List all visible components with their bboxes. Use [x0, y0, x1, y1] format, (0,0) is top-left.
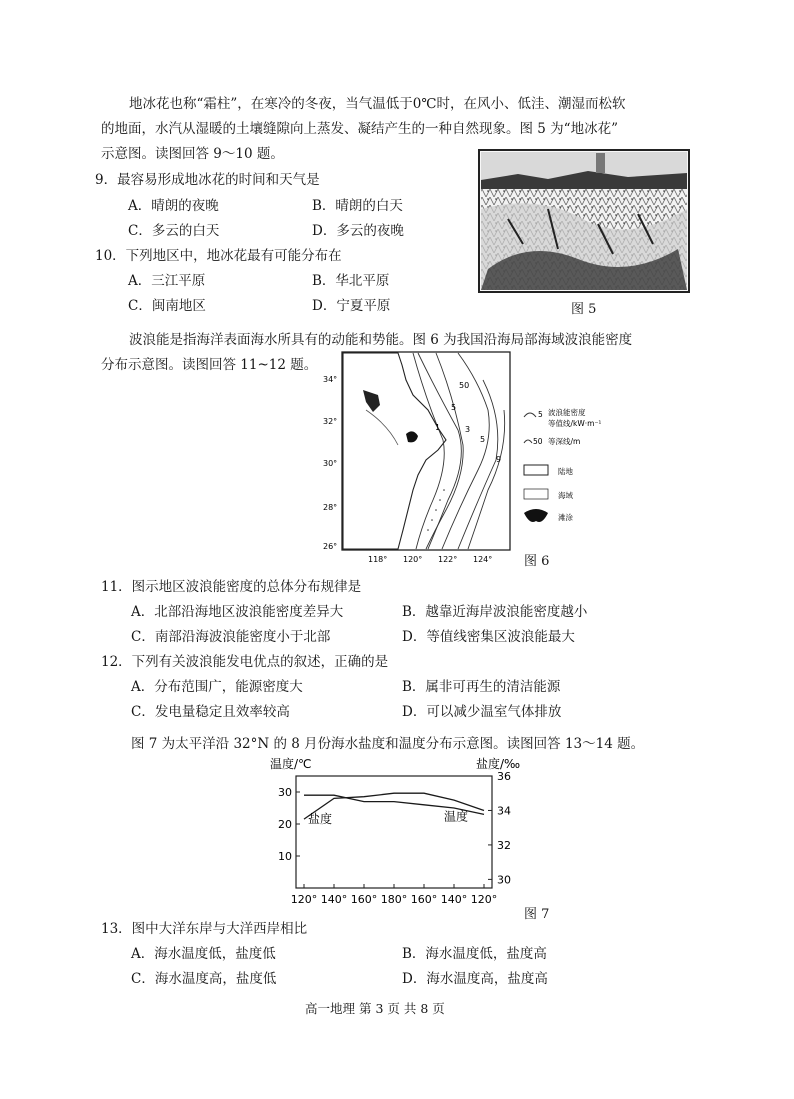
intro-1-line-3: 示意图。读图回答 9～10 题。 [101, 146, 284, 162]
q11-option-a: A．北部沿海地区波浪能密度差异大 [131, 604, 344, 620]
legend-sea-label: 海域 [558, 491, 573, 500]
legend-land-label: 陆地 [558, 467, 573, 476]
q10-option-b: B．华北平原 [312, 273, 390, 289]
intro-paragraph-3: 图 7 为太平洋沿 32°N 的 8 月份海水盐度和温度分布示意图。读图回答 13～14 题。 [131, 736, 645, 752]
figure-5-caption: 图 5 [571, 302, 597, 317]
question-9-stem: 9．最容易形成地冰花的时间和天气是 [95, 172, 320, 188]
q12-option-c: C．发电量稳定且效率较高 [131, 704, 290, 720]
contour-label-5a: 5 [451, 403, 457, 412]
question-12-stem: 12．下列有关波浪能发电优点的叙述，正确的是 [101, 654, 389, 670]
contour-label-50: 50 [459, 381, 470, 390]
q12-option-b: B．属非可再生的清洁能源 [402, 679, 561, 695]
q10-option-a: A．三江平原 [128, 273, 206, 289]
q10-option-d: D．宁夏平原 [312, 298, 391, 314]
y-tick-label: 10 [278, 850, 292, 863]
q11-option-d: D．等值线密集区波浪能最大 [402, 629, 575, 645]
series-label-salinity: 盐度 [308, 812, 333, 827]
q11-option-b: B．越靠近海岸波浪能密度越小 [402, 604, 588, 620]
y2-tick-label: 32 [497, 838, 511, 852]
intro-2-line-1: 波浪能是指海洋表面海水所具有的动能和势能。图 6 为我国沿海局部海域波浪能密度 [129, 332, 633, 348]
x-tick-label: 140° [440, 893, 468, 906]
lat-label-30: 30° [323, 459, 338, 468]
q13-option-b: B．海水温度低，盐度高 [402, 946, 547, 962]
q13-option-c: C．海水温度高，盐度低 [131, 971, 277, 987]
y-tick-label: 20 [278, 818, 292, 831]
contour-label-1: 1 [435, 423, 441, 432]
contour-label-5b: 5 [480, 435, 486, 444]
figure-6-caption: 图 6 [524, 554, 550, 569]
lat-label-32: 32° [323, 417, 338, 426]
x-tick-label: 160° [350, 893, 378, 906]
legend-wave-label-2: 等值线/kW·m⁻¹ [548, 419, 602, 428]
figure-7-caption: 图 7 [524, 907, 550, 922]
q9-option-a: A．晴朗的夜晚 [128, 198, 219, 214]
figure-6-legend [520, 405, 700, 535]
question-13-stem: 13．图中大洋东岸与大洋西岸相比 [101, 921, 308, 937]
intro-1-line-2: 的地面，水汽从湿暖的土壤缝隙向上蒸发、凝结产生的一种自然现象。图 5 为“地冰花” [101, 121, 618, 137]
q9-option-d: D．多云的夜晚 [312, 223, 404, 239]
legend-wave-sample: 5 [538, 410, 543, 419]
intro-1-line-1: 地冰花也称“霜柱”，在寒冷的冬夜，当气温低于0℃时，在风小、低洼、潮湿而松软 [129, 96, 626, 112]
legend-shoal-label: 滩涂 [558, 513, 573, 522]
x-tick-label: 120° [290, 893, 318, 906]
lon-label-118: 118° [368, 555, 388, 564]
x-tick-label: 160° [410, 893, 438, 906]
q11-option-c: C．南部沿海波浪能密度小于北部 [131, 629, 331, 645]
x-tick-label: 120° [470, 893, 498, 906]
legend-depth-sample: 50 [533, 437, 543, 446]
q9-option-c: C．多云的白天 [128, 223, 220, 239]
figure-7-chart [262, 752, 522, 914]
q12-option-a: A．分布范围广，能源密度大 [131, 679, 303, 695]
q12-option-d: D．可以减少温室气体排放 [402, 704, 562, 720]
y-tick-label: 30 [278, 786, 292, 799]
q13-option-a: A．海水温度低，盐度低 [131, 946, 276, 962]
figure-5-photo [478, 149, 690, 293]
lat-label-34: 34° [323, 375, 338, 384]
chart-y2-label: 盐度/‰ [476, 757, 521, 771]
question-10-stem: 10．下列地区中，地冰花最有可能分布在 [95, 248, 342, 264]
chart-y-label: 温度/℃ [270, 757, 312, 771]
legend-depth-label: 等深线/m [548, 437, 581, 446]
y2-tick-label: 30 [497, 873, 511, 887]
lon-label-124: 124° [473, 555, 493, 564]
lat-label-26: 26° [323, 542, 338, 551]
y2-tick-label: 36 [497, 770, 511, 783]
q13-option-d: D．海水温度高，盐度高 [402, 971, 548, 987]
legend-wave-label-1: 波浪能密度 [548, 408, 586, 417]
q10-option-c: C．闽南地区 [128, 298, 206, 314]
page-footer: 高一地理 第 3 页 共 8 页 [305, 1001, 445, 1016]
contour-label-9: 9 [496, 455, 502, 464]
series-label-temperature: 温度 [444, 809, 469, 824]
lon-label-122: 122° [438, 555, 458, 564]
lon-label-120: 120° [403, 555, 423, 564]
lat-label-28: 28° [323, 503, 338, 512]
intro-2-line-2: 分布示意图。读图回答 11~12 题。 [101, 357, 318, 373]
question-11-stem: 11．图示地区波浪能密度的总体分布规律是 [101, 579, 362, 595]
x-tick-label: 140° [320, 893, 348, 906]
q9-option-b: B．晴朗的白天 [312, 198, 403, 214]
contour-label-3: 3 [465, 425, 471, 434]
y2-tick-label: 34 [497, 804, 511, 818]
x-tick-label: 180° [380, 893, 408, 906]
